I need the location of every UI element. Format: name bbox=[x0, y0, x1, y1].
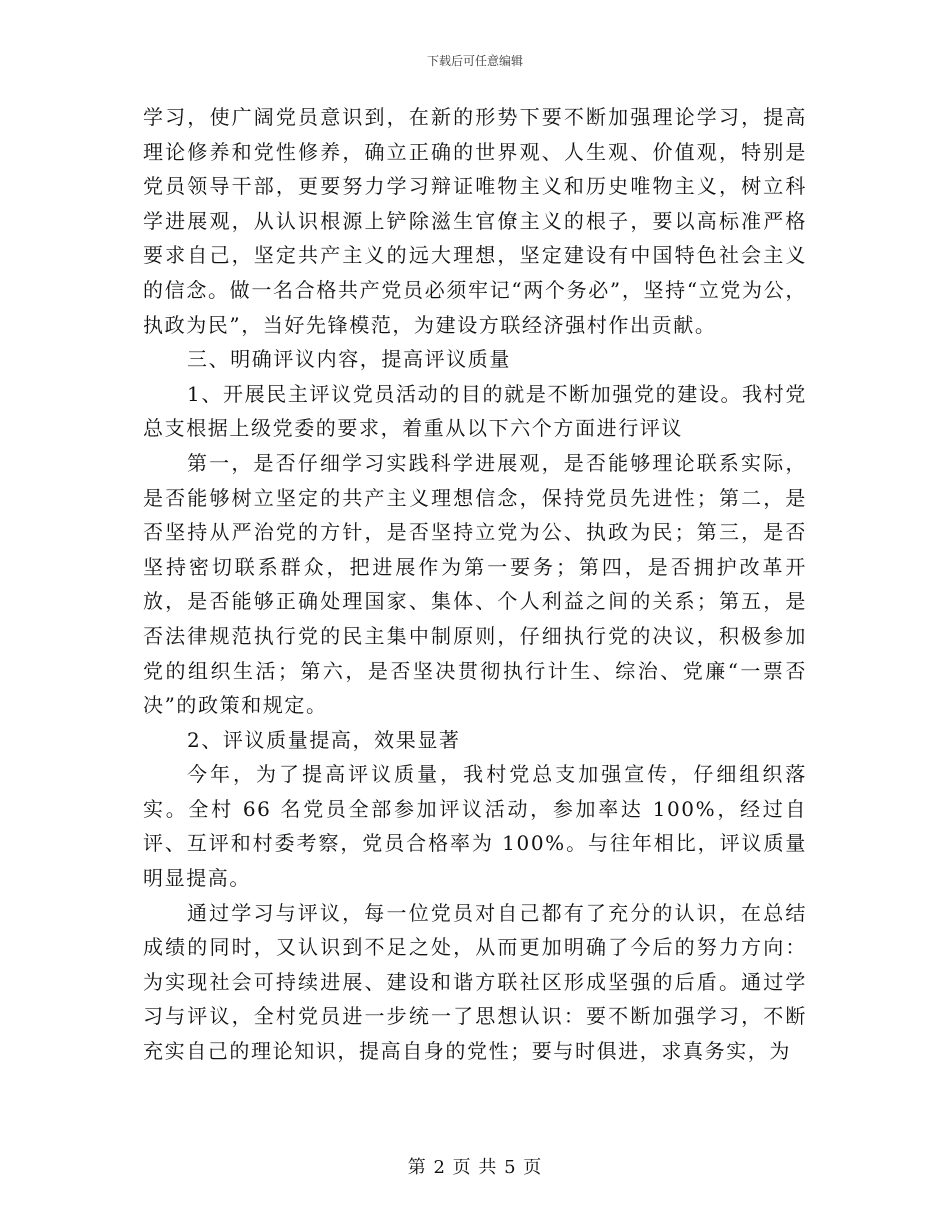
page-number-footer: 第 2 页 共 5 页 bbox=[407, 1157, 543, 1178]
paragraph: 通过学习与评议，每一位党员对自己都有了充分的认识，在总结成绩的同时，又认识到不足之处，从而更加明确了今后的努力方向：为实现社会可持续进展、建设和谐方联社区形成坚强的后盾。通过学习与评议，全村党员进一步统一了思想认识：要不断加强学习，不断充实自己的理论知识，提高自身的党性；要与时俱进，求真务实，为 bbox=[143, 900, 807, 1064]
paragraph-continuation: 学习，使广阔党员意识到，在新的形势下要不断加强理论学习，提高理论修养和党性修养，确立正确的世界观、人生观、价值观，特别是党员领导干部，更要努力学习辩证唯物主义和历史唯物主义，树立科学进展观，从认识根源上铲除滋生官僚主义的根子，要以高标准严格要求自己，坚定共产主义的远大理想，坚定建设有中国特色社会主义的信念。做一名合格共产党员必须牢记“两个务必”，坚持“立党为公，执政为民”，当好先锋模范，为建设方联经济强村作出贡献。 bbox=[143, 105, 807, 337]
section-heading: 三、明确评议内容，提高评议质量 bbox=[187, 347, 511, 372]
subsection-paragraph: 1、开展民主评议党员活动的目的就是不断加强党的建设。我村党总支根据上级党委的要求，着重从以下六个方面进行评议 bbox=[143, 381, 807, 441]
paragraph: 第一，是否仔细学习实践科学进展观，是否能够理论联系实际，是否能够树立坚定的共产主义理想信念，保持党员先进性；第二，是否坚持从严治党的方针，是否坚持立党为公、执政为民；第三，是否坚持密切联系群众，把进展作为第一要务；第四，是否拥护改革开放，是否能够正确处理国家、集体、个人利益之间的关系；第五，是否法律规范执行党的民主集中制原则，仔细执行党的决议，积极参加党的组织生活；第六，是否坚决贯彻执行计生、综治、党廉“一票否决”的政策和规定。 bbox=[143, 450, 807, 718]
page-header: 下载后可任意编辑 bbox=[426, 54, 523, 68]
subsection-heading: 2、评议质量提高，效果显著 bbox=[187, 727, 461, 752]
document-body bbox=[143, 100, 807, 1069]
paragraph: 今年，为了提高评议质量，我村党总支加强宣传，仔细组织落实。全村 66 名党员全部参加评议活动，参加率达 100%，经过自评、互评和村委考察，党员合格率为 100%。与往年相比，评议质量明显提高。 bbox=[143, 762, 807, 891]
